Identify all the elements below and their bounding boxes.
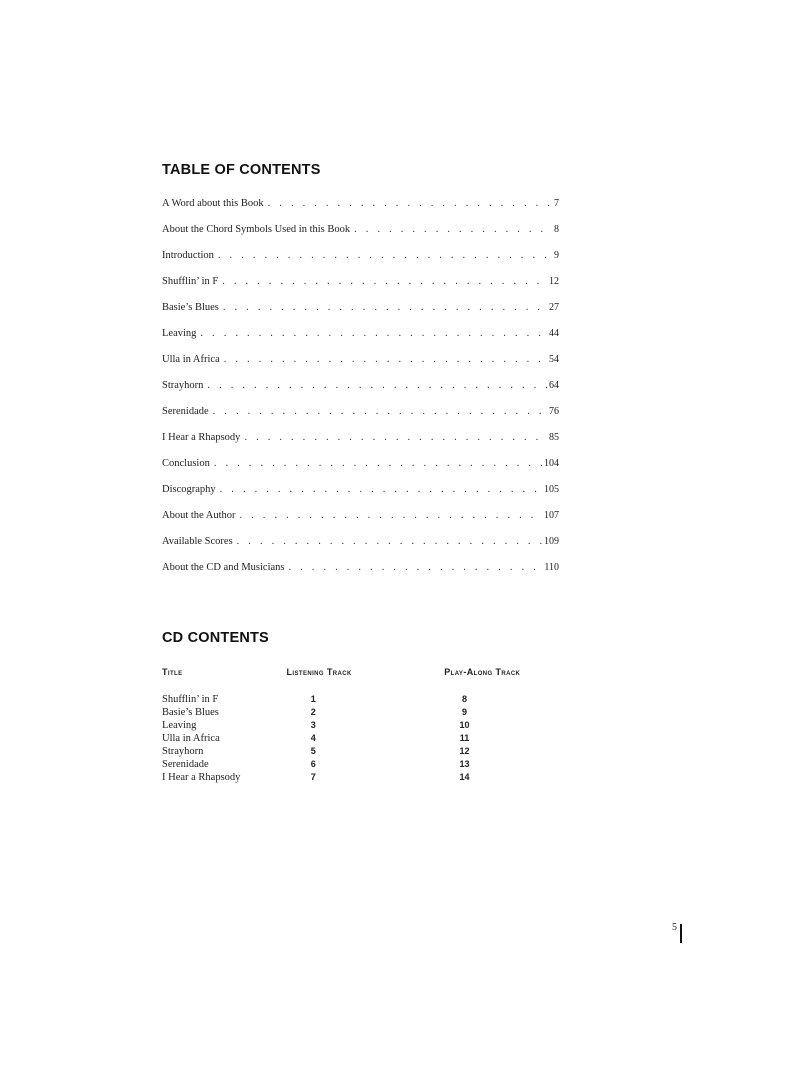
toc-heading: TABLE OF CONTENTS (162, 162, 321, 178)
toc-entry-title: Available Scores (162, 536, 233, 547)
toc-entry[interactable] (162, 328, 559, 354)
toc-entry[interactable] (162, 562, 559, 588)
toc-entry[interactable] (162, 250, 559, 276)
track-title: Basie’s Blues (162, 707, 219, 718)
track-title: I Hear a Rhapsody (162, 772, 241, 783)
cd-track-list (162, 693, 582, 784)
toc-dot-leader (289, 562, 544, 573)
listening-track-number: 1 (310, 694, 316, 704)
toc-entry[interactable] (162, 406, 559, 432)
play-along-track-number: 8 (462, 694, 468, 704)
toc-dot-leader (200, 328, 548, 339)
play-along-track-number: 11 (459, 733, 470, 743)
toc-entry[interactable] (162, 380, 559, 406)
cd-contents-table (162, 667, 582, 784)
toc-entry-page: 105 (544, 484, 559, 495)
toc-dot-leader (214, 458, 543, 469)
table-row (162, 693, 582, 706)
table-row (162, 758, 582, 771)
toc-entry-page: 8 (554, 224, 559, 235)
toc-dot-leader (268, 198, 553, 209)
toc-entry-page: 7 (554, 198, 559, 209)
track-title: Leaving (162, 720, 197, 731)
toc-entry-title: Strayhorn (162, 380, 204, 391)
listening-track-number: 4 (310, 733, 316, 743)
listening-track-number: 3 (310, 720, 316, 730)
listening-track-number: 7 (310, 772, 316, 782)
toc-entry[interactable] (162, 484, 559, 510)
toc-entry-title: Conclusion (162, 458, 210, 469)
toc-entry[interactable] (162, 302, 559, 328)
track-title: Serenidade (162, 759, 209, 770)
toc-entry-page: 76 (549, 406, 559, 417)
toc-dot-leader (224, 354, 548, 365)
toc-entry-title: Leaving (162, 328, 197, 339)
toc-entry-page: 64 (549, 380, 559, 391)
play-along-track-number: 9 (462, 707, 468, 717)
toc-entry[interactable] (162, 458, 559, 484)
toc-entry[interactable] (162, 198, 559, 224)
table-row (162, 771, 582, 784)
toc-entry-page: 85 (549, 432, 559, 443)
toc-entry-title: Discography (162, 484, 216, 495)
toc-entry-page: 44 (549, 328, 559, 339)
track-title: Ulla in Africa (162, 733, 220, 744)
toc-entry-page: 9 (554, 250, 559, 261)
toc-entry-title: About the Chord Symbols Used in this Book (162, 224, 351, 235)
toc-entry-page: 107 (544, 510, 559, 521)
toc-dot-leader (223, 302, 548, 313)
toc-entry-page: 27 (549, 302, 559, 313)
toc-entry[interactable] (162, 354, 559, 380)
track-title: Strayhorn (162, 746, 204, 757)
toc-entry-page: 110 (544, 562, 559, 573)
play-along-track-number: 13 (459, 759, 470, 769)
toc-dot-leader (218, 250, 553, 261)
track-title: Shufflin’ in F (162, 694, 219, 705)
toc-entry-title: About the Author (162, 510, 236, 521)
toc-entry-title: Shufflin’ in F (162, 276, 219, 287)
toc-entry-title: Basie’s Blues (162, 302, 219, 313)
toc-entry[interactable] (162, 432, 559, 458)
table-row (162, 706, 582, 719)
toc-entry[interactable] (162, 224, 559, 250)
toc-entry-page: 12 (549, 276, 559, 287)
cd-table-header (162, 667, 582, 693)
column-header-title: Title (162, 667, 183, 677)
toc-entry-page: 109 (544, 536, 559, 547)
listening-track-number: 6 (310, 759, 316, 769)
listening-track-number: 2 (310, 707, 316, 717)
toc-dot-leader (354, 224, 553, 235)
table-row (162, 745, 582, 758)
page-number: 5 (672, 922, 677, 933)
toc-entry-page: 54 (549, 354, 559, 365)
toc-dot-leader (237, 536, 543, 547)
toc-entry[interactable] (162, 536, 559, 562)
toc-entry-title: Serenidade (162, 406, 209, 417)
toc-entry-title: A Word about this Book (162, 198, 264, 209)
play-along-track-number: 12 (459, 746, 470, 756)
table-row (162, 732, 582, 745)
toc-dot-leader (222, 276, 548, 287)
toc-dot-leader (213, 406, 548, 417)
toc-entry[interactable] (162, 510, 559, 536)
toc-entry-page: 104 (544, 458, 559, 469)
play-along-track-number: 14 (459, 772, 470, 782)
listening-track-number: 5 (310, 746, 316, 756)
toc-entry-title: I Hear a Rhapsody (162, 432, 241, 443)
page-number-rule (680, 924, 682, 943)
table-row (162, 719, 582, 732)
column-header-listening-track: Listening Track (286, 667, 352, 677)
toc-dot-leader (207, 380, 548, 391)
play-along-track-number: 10 (459, 720, 470, 730)
toc-entry-title: Introduction (162, 250, 214, 261)
toc-dot-leader (244, 432, 548, 443)
toc-entry-title: Ulla in Africa (162, 354, 220, 365)
toc-dot-leader (240, 510, 544, 521)
toc-entry-title: About the CD and Musicians (162, 562, 285, 573)
toc-entry[interactable] (162, 276, 559, 302)
column-header-play-along-track: Play-Along Track (444, 667, 521, 677)
toc-dot-leader (220, 484, 543, 495)
cd-contents-heading: CD CONTENTS (162, 630, 269, 646)
toc-list (162, 198, 559, 588)
